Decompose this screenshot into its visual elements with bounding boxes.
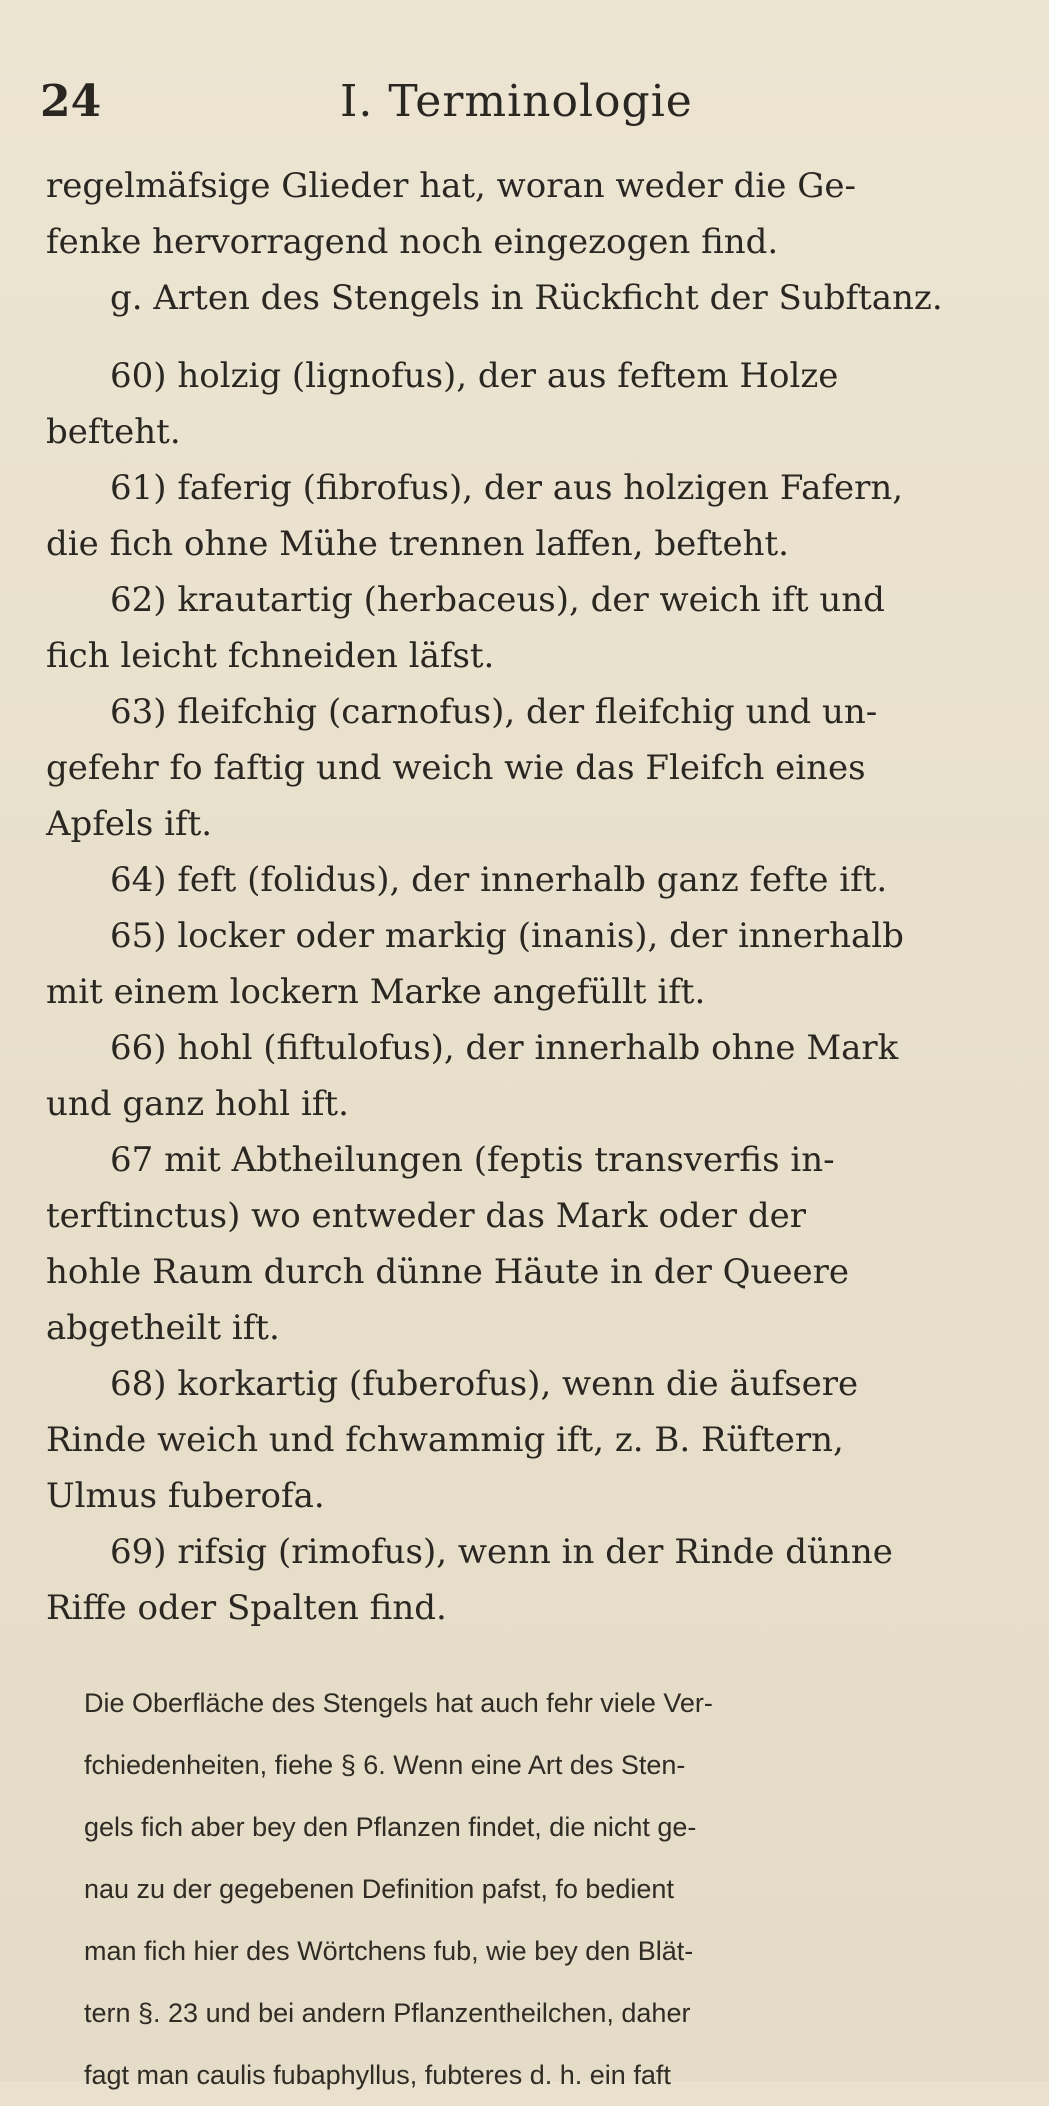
- text-line: 60) holzig (lignofus), der aus feftem Holze: [110, 356, 839, 396]
- footnote-line: Die Oberfläche des Stengels hat auch fehr viele Ver-: [84, 1688, 713, 1718]
- text-line: 64) feft (folidus), der innerhalb ganz fefte ift.: [110, 860, 888, 900]
- footnote-line: fchiedenheiten, fiehe § 6. Wenn eine Art des Sten-: [84, 1750, 686, 1780]
- text-line: regelmäfsige Glieder hat, woran weder die Ge-: [46, 166, 856, 206]
- text-line: 67 mit Abtheilungen (feptis transverfis in-: [110, 1140, 835, 1180]
- text-line: hohle Raum durch dünne Häute in der Queere: [46, 1252, 850, 1292]
- text-line: Apfels ift.: [46, 804, 213, 844]
- text-line: abgetheilt ift.: [46, 1308, 280, 1348]
- text-line: Riffe oder Spalten find.: [46, 1588, 447, 1628]
- text-line: g. Arten des Stengels in Rückficht der Subftanz.: [110, 278, 943, 318]
- main-text: [46, 158, 1004, 1636]
- text-line: und ganz hohl ift.: [46, 1084, 349, 1124]
- text-line: Rinde weich und fchwammig ift, z. B. Rüftern,: [46, 1420, 844, 1460]
- text-line: gefehr fo faftig und weich wie das Fleifch eines: [46, 748, 866, 788]
- text-line: Ulmus fuberofa.: [46, 1476, 325, 1516]
- text-line: 65) locker oder markig (inanis), der innerhalb: [110, 916, 904, 956]
- text-line: mit einem lockern Marke angefüllt ift.: [46, 972, 706, 1012]
- running-head: I. Terminologie: [340, 76, 693, 127]
- text-line: 62) krautartig (herbaceus), der weich ift und: [110, 580, 885, 620]
- text-line: 63) fleifchig (carnofus), der fleifchig und un-: [110, 692, 878, 732]
- text-line: 68) korkartig (fuberofus), wenn die äufsere: [110, 1364, 859, 1404]
- text-line: terftinctus) wo entweder das Mark oder der: [46, 1196, 807, 1236]
- text-line: befteht.: [46, 412, 181, 452]
- text-line: 69) rifsig (rimofus), wenn in der Rinde dünne: [110, 1532, 893, 1572]
- text-line: 61) faferig (fibrofus), der aus holzigen Fafern,: [110, 468, 904, 508]
- page-header: [40, 72, 1000, 132]
- footnote-line: gels fich aber bey den Pflanzen findet, die nicht ge-: [84, 1812, 697, 1842]
- footnote-line: tern §. 23 und bei andern Pflanzentheilchen, daher: [84, 1998, 691, 2028]
- text-line: die fich ohne Mühe trennen laffen, befteht.: [46, 524, 789, 564]
- footnote: [84, 1672, 984, 2106]
- footnote-line: fagt man caulis fubaphyllus, fubteres d. h. ein faft: [84, 2060, 671, 2090]
- text-line: fich leicht fchneiden läfst.: [46, 636, 495, 676]
- footnote-line: nau zu der gegebenen Definition pafst, fo bedient: [84, 1874, 674, 1904]
- page-number: 24: [40, 76, 102, 127]
- footnote-line: man fich hier des Wörtchens fub, wie bey den Blät-: [84, 1936, 694, 1966]
- text-line: 66) hohl (fiftulofus), der innerhalb ohne Mark: [110, 1028, 899, 1068]
- text-line: fenke hervorragend noch eingezogen find.: [46, 222, 779, 262]
